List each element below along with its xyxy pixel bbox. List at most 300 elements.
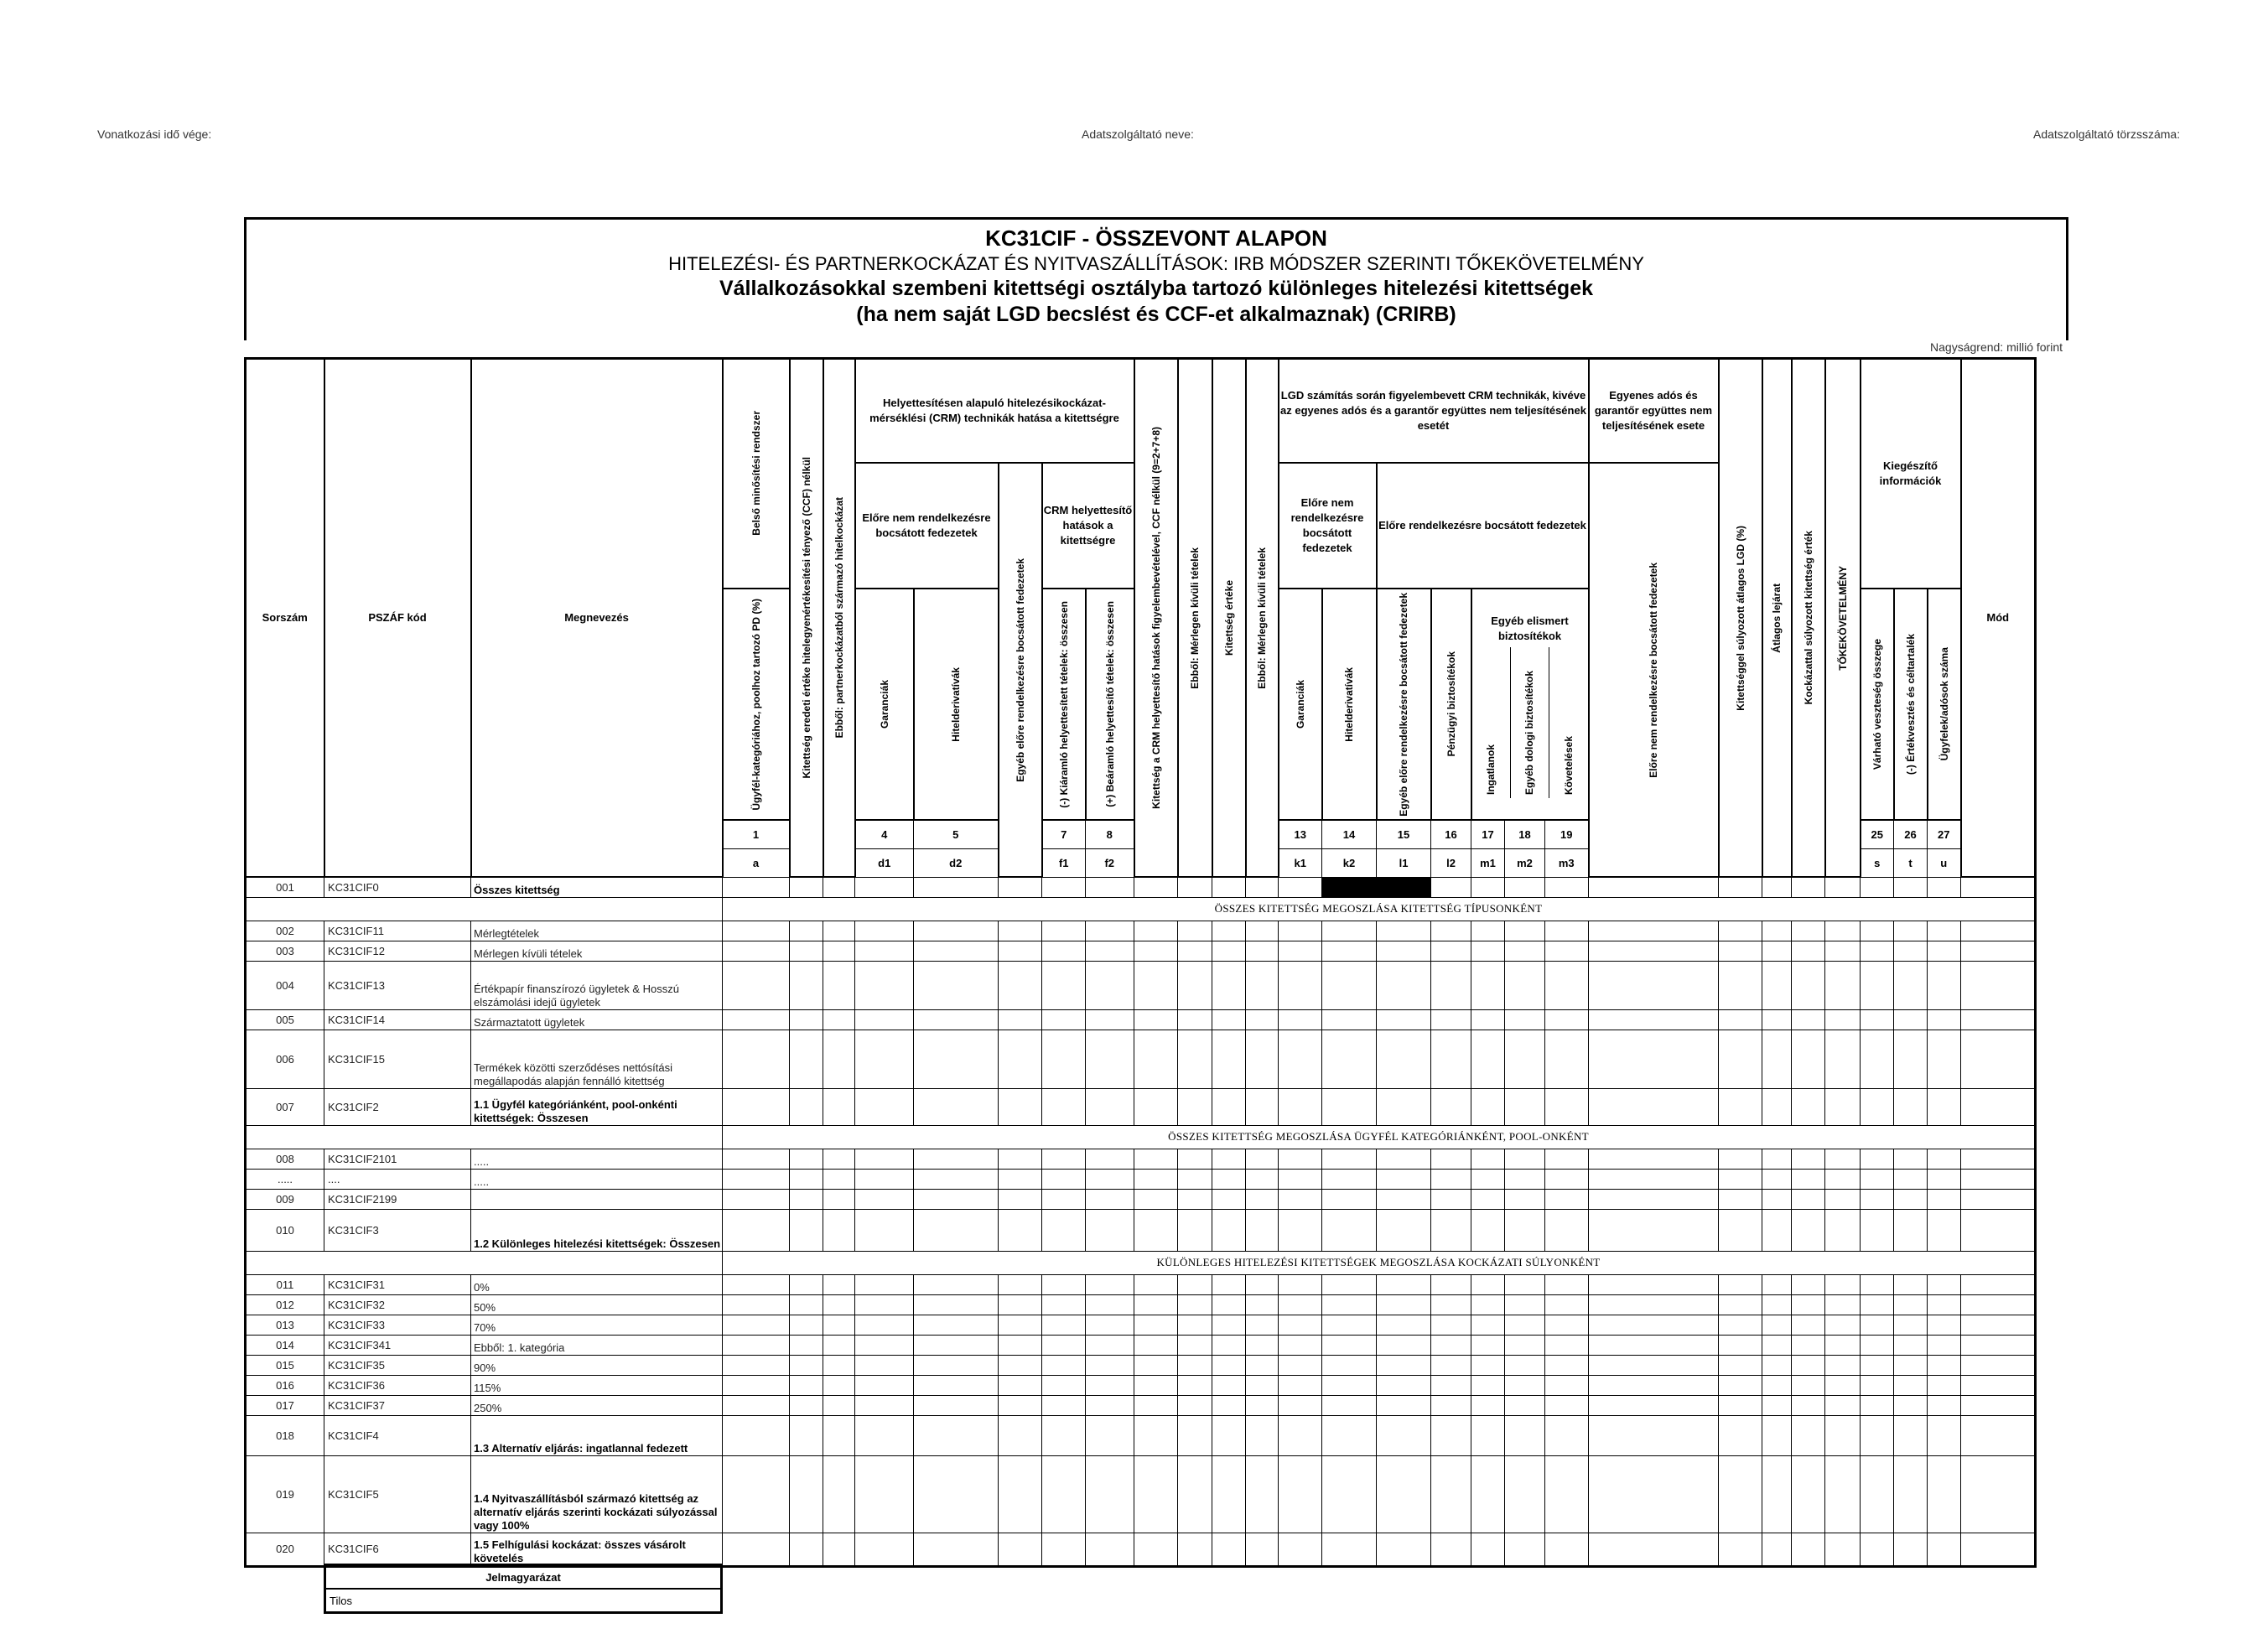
data-cell — [1322, 961, 1377, 1009]
data-cell — [1589, 1455, 1719, 1533]
header-col19-text: Követelések — [1562, 735, 1575, 795]
row-code: KC31CIF4 — [324, 1415, 471, 1455]
header-col2-text: Kitettség eredeti értéke hitelegyenértékesítési tényező (CCF) nélkül — [800, 457, 812, 779]
row-number: 004 — [246, 961, 324, 1009]
data-cell — [1589, 1209, 1719, 1251]
data-cell — [914, 941, 999, 961]
data-cell — [1589, 1315, 1719, 1335]
data-cell — [1545, 921, 1589, 941]
data-cell — [855, 1294, 914, 1315]
col-number: 16 — [1431, 820, 1471, 848]
data-cell — [1861, 1335, 1894, 1355]
data-cell — [1961, 921, 2036, 941]
header-group-lgd: LGD számítás során figyelembevett CRM technikák, kivéve az egyenes adós és a garantőr együttes nem teljesítésének esetét — [1279, 359, 1589, 463]
data-cell — [999, 1395, 1042, 1415]
data-cell — [1279, 941, 1322, 961]
data-cell — [1212, 1274, 1246, 1294]
col-letter: m1 — [1471, 848, 1505, 877]
data-cell — [914, 877, 999, 897]
data-cell — [790, 921, 823, 941]
data-cell — [1134, 877, 1178, 897]
col-letter: d2 — [914, 848, 999, 877]
row-code: KC31CIF3 — [324, 1209, 471, 1251]
data-cell — [1471, 921, 1505, 941]
data-cell — [914, 1294, 999, 1315]
data-cell — [855, 1088, 914, 1125]
header-col12-wrap — [1247, 544, 1278, 692]
data-cell — [1086, 1009, 1134, 1030]
data-cell — [1961, 1030, 2036, 1088]
col-number: 7 — [1042, 820, 1086, 848]
data-cell — [914, 1274, 999, 1294]
header-group-egyenes: Egyenes adós és garantőr együttes nem teljesítésének esete — [1589, 359, 1719, 463]
data-cell — [1279, 1335, 1322, 1355]
data-cell — [999, 1294, 1042, 1315]
data-cell — [1246, 1209, 1279, 1251]
data-cell — [855, 1209, 914, 1251]
data-cell — [1377, 1355, 1431, 1375]
data-cell — [723, 1149, 790, 1169]
data-cell — [1246, 1355, 1279, 1375]
data-cell — [999, 1088, 1042, 1125]
data-cell — [855, 1395, 914, 1415]
header-group-crm-hely: CRM helyettesítő hatások a kitettségre — [1042, 463, 1134, 589]
data-cell — [1471, 1209, 1505, 1251]
data-cell — [1545, 1315, 1589, 1335]
legend-title: Jelmagyarázat — [325, 1565, 722, 1590]
data-cell — [1042, 1088, 1086, 1125]
data-cell — [1322, 1209, 1377, 1251]
data-cell — [1322, 1294, 1377, 1315]
data-cell — [1471, 1169, 1505, 1189]
data-cell — [855, 961, 914, 1009]
col-number: 17 — [1471, 820, 1505, 848]
data-cell — [1589, 941, 1719, 961]
data-cell — [1042, 961, 1086, 1009]
data-cell — [1471, 1455, 1505, 1533]
row-code: KC31CIF15 — [324, 1030, 471, 1088]
data-cell — [1825, 1335, 1861, 1355]
data-cell — [1134, 1455, 1178, 1533]
header-col4-text: Garanciák — [878, 679, 890, 729]
data-cell — [1762, 1395, 1792, 1415]
data-cell — [855, 1315, 914, 1335]
data-cell — [1792, 1009, 1825, 1030]
data-cell — [1762, 1415, 1792, 1455]
data-cell — [790, 1294, 823, 1315]
data-cell — [1589, 1335, 1719, 1355]
report-description: Vállalkozásokkal szembeni kitettségi osztályba tartozó különleges hitelezési kitettségek — [719, 277, 1594, 300]
data-cell — [1042, 1030, 1086, 1088]
data-cell — [1322, 1088, 1377, 1125]
col-letter: t — [1894, 848, 1928, 877]
data-cell — [1861, 1395, 1894, 1415]
data-cell — [1042, 877, 1086, 897]
data-cell — [1471, 1189, 1505, 1209]
row-number: 002 — [246, 921, 324, 941]
data-cell — [1134, 1169, 1178, 1189]
data-cell — [823, 1355, 855, 1375]
data-cell — [823, 1209, 855, 1251]
data-cell — [1961, 1455, 2036, 1533]
data-cell — [1134, 1315, 1178, 1335]
data-cell — [1086, 921, 1134, 941]
data-cell — [1719, 1335, 1762, 1355]
data-cell — [1086, 1455, 1134, 1533]
data-cell — [1894, 1274, 1928, 1294]
data-cell — [1928, 1355, 1961, 1375]
data-cell — [1792, 1030, 1825, 1088]
data-cell — [1505, 1395, 1545, 1415]
data-cell — [1042, 1149, 1086, 1169]
data-cell — [823, 1455, 855, 1533]
header-megnevezes: Megnevezés — [471, 359, 723, 878]
data-cell — [1792, 1395, 1825, 1415]
data-cell — [1178, 1455, 1212, 1533]
col-number: 4 — [855, 820, 914, 848]
data-cell — [1431, 1415, 1471, 1455]
data-cell — [1086, 1355, 1134, 1375]
data-cell — [1505, 941, 1545, 961]
data-cell — [1377, 877, 1431, 897]
data-cell — [1178, 961, 1212, 1009]
header-col3 — [823, 359, 855, 878]
data-cell — [723, 921, 790, 941]
header-col12-text: Ebből: Mérlegen kívüli tételek — [1256, 547, 1268, 689]
data-cell — [1322, 1030, 1377, 1088]
row-number: 013 — [246, 1315, 324, 1335]
row-number: 005 — [246, 1009, 324, 1030]
data-cell — [1134, 1375, 1178, 1395]
data-cell — [1212, 941, 1246, 961]
data-cell — [1431, 1533, 1471, 1566]
data-cell — [1589, 1149, 1719, 1169]
data-cell — [1825, 1030, 1861, 1088]
data-cell — [1589, 1375, 1719, 1395]
col-number: 1 — [723, 820, 790, 848]
data-cell — [1792, 1294, 1825, 1315]
data-cell — [1178, 1355, 1212, 1375]
data-cell — [1042, 941, 1086, 961]
data-cell — [914, 1209, 999, 1251]
col-letter: l1 — [1377, 848, 1431, 877]
provider-id-label: Adatszolgáltató törzsszáma: — [2033, 127, 2181, 141]
data-cell — [1178, 1030, 1212, 1088]
data-cell — [1279, 1274, 1322, 1294]
data-cell — [1086, 1274, 1134, 1294]
row-name: ..... — [471, 1149, 723, 1169]
data-cell — [723, 1533, 790, 1566]
data-cell — [1431, 961, 1471, 1009]
data-cell — [1762, 1335, 1792, 1355]
data-cell — [999, 1355, 1042, 1375]
data-cell — [1212, 1335, 1246, 1355]
data-cell — [1178, 1315, 1212, 1335]
row-number: 009 — [246, 1189, 324, 1209]
data-cell — [1134, 1030, 1178, 1088]
data-cell — [999, 1169, 1042, 1189]
table-row — [246, 1009, 2036, 1030]
data-cell — [1961, 1088, 2036, 1125]
header-col26-text: (-) Értékvesztés és céltartalék — [1904, 633, 1917, 775]
data-cell — [1246, 1395, 1279, 1415]
row-number: ..... — [246, 1169, 324, 1189]
report-code-title: KC31CIF - ÖSSZEVONT ALAPON — [985, 226, 1327, 251]
data-cell — [855, 921, 914, 941]
row-name: 90% — [471, 1355, 723, 1375]
data-cell — [1762, 1189, 1792, 1209]
data-cell — [1086, 1189, 1134, 1209]
data-cell — [790, 1533, 823, 1566]
report-title-block — [244, 217, 2068, 340]
data-cell — [1928, 1375, 1961, 1395]
table-row — [246, 1455, 2036, 1533]
data-cell — [1505, 1455, 1545, 1533]
data-cell — [1246, 877, 1279, 897]
header-col15-text: Egyéb előre rendelkezésre bocsátott fedezetek — [1398, 592, 1409, 817]
data-cell — [1322, 877, 1377, 897]
data-cell — [1762, 1455, 1792, 1533]
data-cell — [1042, 1395, 1086, 1415]
header-group-kieg: Kiegészítő információk — [1861, 359, 1961, 589]
table-row — [246, 1375, 2036, 1395]
table-row — [246, 1209, 2036, 1251]
data-cell — [1961, 1209, 2036, 1251]
header-group-egyeb-elism-text: Egyéb elismert biztosítékok — [1491, 614, 1569, 642]
data-cell — [1086, 1335, 1134, 1355]
data-cell — [1589, 1533, 1719, 1566]
data-cell — [1322, 1455, 1377, 1533]
data-cell — [1134, 1294, 1178, 1315]
data-cell — [723, 1455, 790, 1533]
header-col27 — [1928, 589, 1961, 821]
header-col12 — [1246, 359, 1279, 878]
row-number: 015 — [246, 1355, 324, 1375]
data-cell — [1762, 1149, 1792, 1169]
data-cell — [790, 1149, 823, 1169]
data-cell — [1825, 1395, 1861, 1415]
data-cell — [1861, 941, 1894, 961]
data-cell — [1589, 1274, 1719, 1294]
data-cell — [1825, 1415, 1861, 1455]
data-cell — [790, 1169, 823, 1189]
section-spacer — [246, 1251, 723, 1274]
data-cell — [1322, 1355, 1377, 1375]
data-cell — [1861, 1415, 1894, 1455]
row-name: Ebből: 1. kategória — [471, 1335, 723, 1355]
data-cell — [1719, 1294, 1762, 1315]
header-col7-text: (-) Kiáramló helyettesített tételek: összesen — [1057, 600, 1070, 808]
data-cell — [823, 1189, 855, 1209]
data-cell — [1431, 1335, 1471, 1355]
data-cell — [790, 1415, 823, 1455]
data-cell — [1377, 1395, 1431, 1415]
data-cell — [1178, 1274, 1212, 1294]
table-row — [246, 1294, 2036, 1315]
data-cell — [1246, 1189, 1279, 1209]
data-cell — [1178, 1294, 1212, 1315]
data-cell — [1086, 1395, 1134, 1415]
data-cell — [1894, 1415, 1928, 1455]
data-cell — [1431, 1294, 1471, 1315]
row-number: 012 — [246, 1294, 324, 1315]
data-cell — [914, 1533, 999, 1566]
data-cell — [1042, 921, 1086, 941]
data-cell — [790, 1375, 823, 1395]
header-col27-wrap — [1928, 644, 1960, 764]
data-cell — [1928, 1274, 1961, 1294]
data-cell — [999, 961, 1042, 1009]
data-cell — [1505, 1355, 1545, 1375]
header-col9-wrap — [1135, 423, 1177, 812]
data-cell — [823, 1030, 855, 1088]
period-end-label: Vonatkozási idő vége: — [97, 127, 212, 141]
data-cell — [1792, 921, 1825, 941]
data-cell — [1762, 1209, 1792, 1251]
row-code: .... — [324, 1169, 471, 1189]
data-cell — [1961, 1294, 2036, 1315]
data-cell — [823, 1169, 855, 1189]
data-cell — [1861, 1189, 1894, 1209]
data-cell — [1086, 961, 1134, 1009]
col-letter: k2 — [1322, 848, 1377, 877]
header-col15-wrap — [1378, 589, 1430, 820]
data-cell — [1545, 877, 1589, 897]
data-cell — [999, 1455, 1042, 1533]
data-cell — [1178, 1533, 1212, 1566]
data-cell — [823, 1375, 855, 1395]
header-group-helyettesites: Helyettesítésen alapuló hitelezésikockázat-mérséklési (CRM) technikák hatása a kitettségre — [855, 359, 1134, 463]
data-cell — [1279, 1088, 1322, 1125]
data-cell — [1861, 1533, 1894, 1566]
data-cell — [823, 1335, 855, 1355]
data-cell — [1961, 961, 2036, 1009]
data-cell — [1719, 1315, 1762, 1335]
data-cell — [1861, 1294, 1894, 1315]
data-cell — [1505, 1274, 1545, 1294]
data-cell — [1212, 1149, 1246, 1169]
data-cell — [1086, 1149, 1134, 1169]
provider-name-label: Adatszolgáltató neve: — [1082, 127, 1194, 141]
data-cell — [1961, 877, 2036, 897]
data-cell — [1825, 961, 1861, 1009]
header-col22-wrap — [1763, 580, 1791, 656]
data-cell — [1212, 1088, 1246, 1125]
row-number: 019 — [246, 1455, 324, 1533]
col-letter: s — [1861, 848, 1894, 877]
data-cell — [1086, 1294, 1134, 1315]
row-code: KC31CIF14 — [324, 1009, 471, 1030]
data-cell — [1212, 1455, 1246, 1533]
data-cell — [1825, 1009, 1861, 1030]
data-cell — [999, 941, 1042, 961]
data-cell — [1928, 1455, 1961, 1533]
data-cell — [1246, 1533, 1279, 1566]
data-cell — [1961, 1315, 2036, 1335]
row-name: Összes kitettség — [471, 877, 723, 897]
row-name: 115% — [471, 1375, 723, 1395]
data-cell — [1322, 941, 1377, 961]
data-cell — [1894, 1533, 1928, 1566]
data-cell — [790, 961, 823, 1009]
row-code: KC31CIF12 — [324, 941, 471, 961]
data-cell — [723, 877, 790, 897]
data-cell — [1894, 1088, 1928, 1125]
data-cell — [1545, 1169, 1589, 1189]
data-cell — [1719, 1455, 1762, 1533]
data-cell — [1246, 921, 1279, 941]
data-cell — [723, 1209, 790, 1251]
row-name: 0% — [471, 1274, 723, 1294]
data-cell — [1431, 1455, 1471, 1533]
header-col17-text: Ingatlanok — [1485, 744, 1497, 795]
row-name: Értékpapír finanszírozó ügyletek & Hosszú elszámolási idejű ügyletek — [471, 961, 723, 1009]
header-col21-wrap — [1720, 522, 1762, 714]
data-cell — [1894, 1294, 1928, 1315]
row-code: KC31CIF5 — [324, 1455, 471, 1533]
data-cell — [1471, 941, 1505, 961]
data-cell — [1042, 1533, 1086, 1566]
data-cell — [1792, 1209, 1825, 1251]
data-cell — [1279, 961, 1322, 1009]
data-cell — [999, 1030, 1042, 1088]
data-cell — [1246, 1294, 1279, 1315]
data-cell — [1719, 1030, 1762, 1088]
row-name: 1.1 Ügyfél kategóriánként, pool-onkénti kitettségek: Összesen — [471, 1088, 723, 1125]
data-cell — [1792, 1149, 1825, 1169]
data-cell — [1961, 1415, 2036, 1455]
data-cell — [1861, 1030, 1894, 1088]
data-cell — [1246, 1415, 1279, 1455]
data-cell — [1825, 1088, 1861, 1125]
data-cell — [1762, 1375, 1792, 1395]
data-cell — [723, 1355, 790, 1375]
data-cell — [914, 1009, 999, 1030]
header-group-elore-rend: Előre rendelkezésre bocsátott fedezetek — [1377, 463, 1589, 589]
data-cell — [1246, 961, 1279, 1009]
data-cell — [823, 921, 855, 941]
data-cell — [1246, 1169, 1279, 1189]
data-cell — [999, 1149, 1042, 1169]
data-cell — [790, 1355, 823, 1375]
data-cell — [1431, 877, 1471, 897]
data-cell — [855, 1009, 914, 1030]
data-cell — [1212, 1169, 1246, 1189]
section-spacer — [246, 897, 723, 921]
data-cell — [1719, 1533, 1762, 1566]
data-cell — [1178, 1335, 1212, 1355]
header-col17 — [1472, 647, 1511, 798]
data-cell — [1505, 921, 1545, 941]
data-cell — [855, 1030, 914, 1088]
data-cell — [1134, 1088, 1178, 1125]
header-col21-text: Kitettséggel súlyozott átlagos LGD (%) — [1734, 525, 1746, 711]
data-cell — [1792, 1355, 1825, 1375]
data-cell — [914, 1088, 999, 1125]
data-cell — [1961, 941, 2036, 961]
data-cell — [723, 1294, 790, 1315]
data-cell — [1589, 961, 1719, 1009]
data-cell — [1086, 1169, 1134, 1189]
header-mod: Mód — [1961, 359, 2036, 878]
report-description-2: (ha nem saját LGD becslést és CCF-et alkalmaznak) (CRIRB) — [856, 303, 1456, 326]
data-cell — [1825, 1375, 1861, 1395]
data-cell — [855, 1355, 914, 1375]
data-cell — [790, 1274, 823, 1294]
table-row — [246, 877, 2036, 897]
data-cell — [723, 1375, 790, 1395]
data-cell — [1471, 1415, 1505, 1455]
